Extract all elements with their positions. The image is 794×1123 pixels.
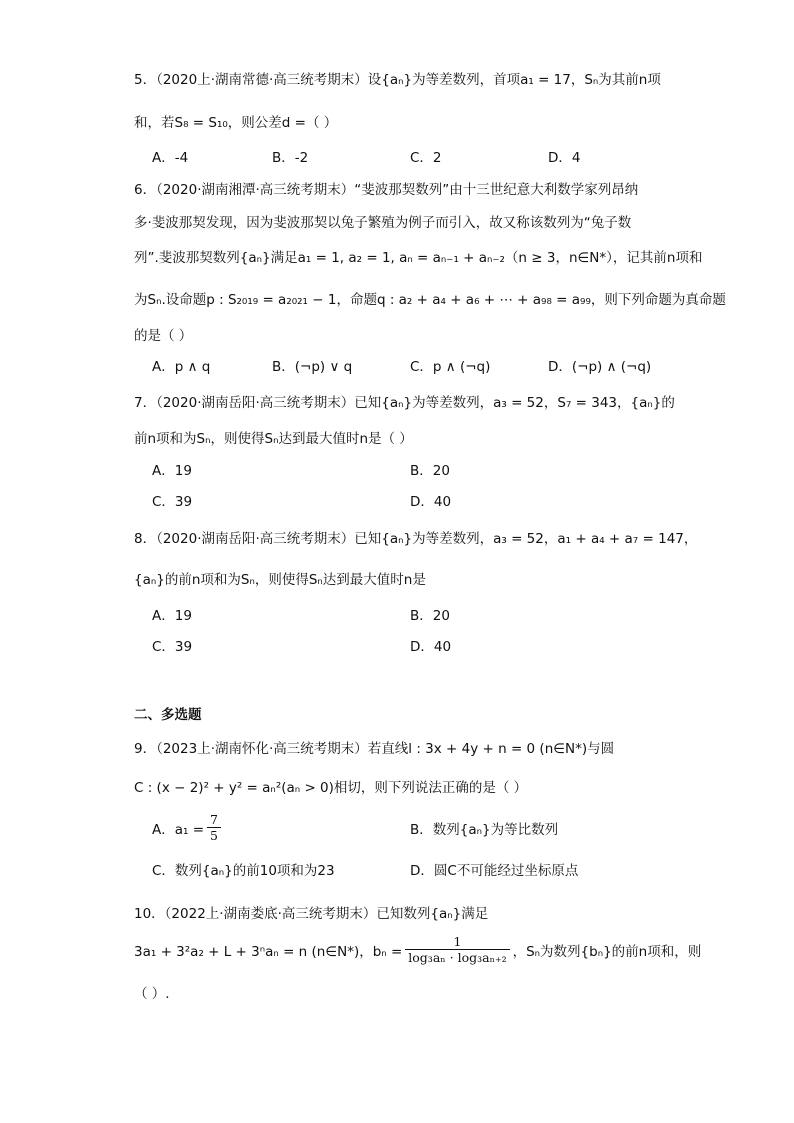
- q10-bn-numerator: 1: [453, 934, 462, 949]
- q9-option-a: [152, 812, 224, 843]
- question-5-line-2: 和，若S₈ = S₁₀，则公差d =（ ）: [134, 115, 338, 131]
- q10-bn-denominator: log₃aₙ · log₃aₙ₊₂: [405, 949, 509, 965]
- question-10-line-1: 10．（2022上·湖南娄底·高三统考期末）已知数列{aₙ}满足: [134, 906, 489, 922]
- q9-option-a-prefix: A．a₁ =: [152, 821, 205, 838]
- question-6-line-4: 为Sₙ.设命题p : S₂₀₁₉ = a₂₀₂₁ − 1，命题q : a₂ + a₄ + a₆ + ⋯ + a₉₈ = a₉₉，则下列命题为真命题: [134, 292, 726, 308]
- q8-option-a: A．19: [152, 608, 192, 624]
- q9-option-d: D．圆C不可能经过坐标原点: [410, 863, 579, 879]
- q7-option-c: C．39: [152, 494, 193, 510]
- q9-option-a-fraction: [207, 812, 221, 843]
- question-10-line-2: [134, 934, 701, 965]
- question-7-line-1: 7．（2020·湖南岳阳·高三统考期末）已知{aₙ}为等差数列，a₃ = 52，S₇ = 343，{aₙ}的: [134, 395, 675, 411]
- q7-option-a: A．19: [152, 463, 192, 479]
- q9-option-a-numerator: 7: [210, 812, 218, 827]
- question-9-line-1: 9．（2023上·湖南怀化·高三统考期末）若直线l : 3x + 4y + n = 0 (n∈N*)与圆: [134, 741, 615, 757]
- question-8-line-2: {aₙ}的前n项和为Sₙ，则使得Sₙ达到最大值时n是: [134, 572, 426, 588]
- question-10-line-3: （ ）.: [134, 986, 170, 1002]
- q9-option-b: B．数列{aₙ}为等比数列: [410, 822, 559, 838]
- q5-option-c: C．2: [410, 150, 442, 166]
- question-6-line-3: 列”.斐波那契数列{aₙ}满足a₁ = 1, a₂ = 1, aₙ = aₙ₋₁ + aₙ₋₂（n ≥ 3，n∈N*），记其前n项和: [134, 250, 703, 266]
- q6-option-d: D．(¬p) ∧ (¬q): [548, 359, 652, 375]
- q8-option-d: D．40: [410, 639, 452, 655]
- q7-option-b: B．20: [410, 463, 450, 479]
- q6-option-c: C．p ∧ (¬q): [410, 359, 491, 375]
- q6-option-b: B．(¬p) ∨ q: [272, 359, 353, 375]
- question-5-line-1: 5．（2020上·湖南常德·高三统考期末）设{aₙ}为等差数列，首项a₁ = 17，Sₙ为其前n项: [134, 72, 661, 88]
- q8-option-b: B．20: [410, 608, 450, 624]
- question-6-line-2: 多·斐波那契发现，因为斐波那契以兔子繁殖为例子而引入，故又称该数列为“兔子数: [134, 215, 632, 231]
- question-9-line-2: C : (x − 2)² + y² = aₙ²(aₙ > 0)相切，则下列说法正确的是（ ）: [134, 780, 528, 796]
- section-title: 二、多选题: [134, 707, 202, 723]
- q5-option-b: B．-2: [272, 150, 309, 166]
- q5-option-d: D．4: [548, 150, 581, 166]
- q9-option-a-denominator: 5: [207, 827, 221, 843]
- question-8-line-1: 8．（2020·湖南岳阳·高三统考期末）已知{aₙ}为等差数列，a₃ = 52，a₁ + a₄ + a₇ = 147，: [134, 531, 698, 547]
- q7-option-d: D．40: [410, 494, 452, 510]
- question-6-line-5: 的是（ ）: [134, 328, 193, 344]
- question-6-line-1: 6．（2020·湖南湘潭·高三统考期末）“斐波那契数列”由十三世纪意大利数学家列昂纳: [134, 182, 639, 198]
- q6-option-a: A．p ∧ q: [152, 359, 211, 375]
- question-7-line-2: 前n项和为Sₙ，则使得Sₙ达到最大值时n是（ ）: [134, 431, 413, 447]
- q10-bn-fraction: [405, 934, 509, 965]
- q9-option-c: C．数列{aₙ}的前10项和为23: [152, 863, 335, 879]
- q8-option-c: C．39: [152, 639, 193, 655]
- q10-sn-text: ，Sₙ为数列{bₙ}的前n项和，则: [512, 943, 702, 960]
- q5-option-a: A．-4: [152, 150, 189, 166]
- q10-condition: 3a₁ + 3²a₂ + L + 3ⁿaₙ = n (n∈N*)，bₙ =: [134, 943, 403, 960]
